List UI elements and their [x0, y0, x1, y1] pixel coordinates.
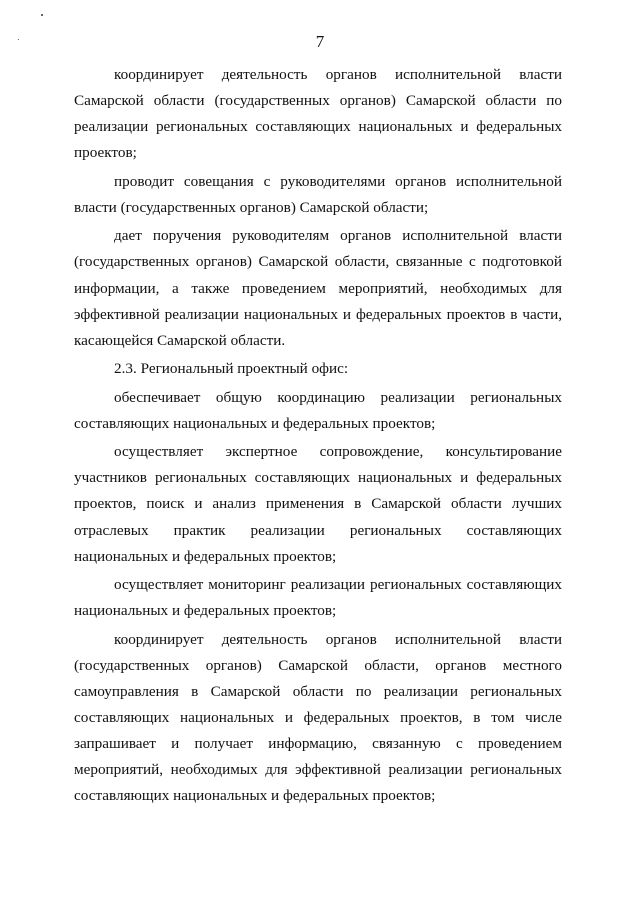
scan-speck — [41, 14, 43, 16]
paragraph: проводит совещания с руководителями органов исполнительной власти (государственных органов) Самарской области; — [74, 172, 562, 216]
document-body — [74, 62, 562, 812]
paragraph: осуществляет мониторинг реализации региональных составляющих национальных и федеральных проектов; — [74, 576, 562, 620]
paragraph: дает поручения руководителям органов исполнительной власти (государственных органов) Самарской области, связанные с подготовкой информации, а также проведением мероприятий, необходимых для эффективной реализации национальных и федеральных проектов в части, касающейся Самарской области. — [74, 227, 562, 349]
paragraph: координирует деятельность органов исполнительной власти (государственных органов) Самарской области, органов местного самоуправления в Самарской области по реализации региональных составляющих национальных и федеральных проектов, в том числе запрашивает и получает информацию, связанную с проведением мероприятий, необходимых для эффективной реализации региональных составляющих национальных и федеральных проектов; — [74, 630, 562, 805]
page-number: 7 — [315, 32, 325, 51]
section-heading: 2.3. Региональный проектный офис: — [114, 360, 349, 378]
paragraph: осуществляет экспертное сопровождение, консультирование участников региональных составляющих национальных и федеральных проектов, поиск и анализ применения в Самарской области лучших отраслевых практик реализации региональных составляющих национальных и федеральных проектов; — [74, 443, 562, 565]
paragraph: координирует деятельность органов исполнительной власти Самарской области (государственных органов) Самарской области по реализации региональных составляющих национальных и федеральных проектов; — [74, 66, 562, 162]
paragraph: обеспечивает общую координацию реализации региональных составляющих национальных и федеральных проектов; — [74, 388, 562, 432]
